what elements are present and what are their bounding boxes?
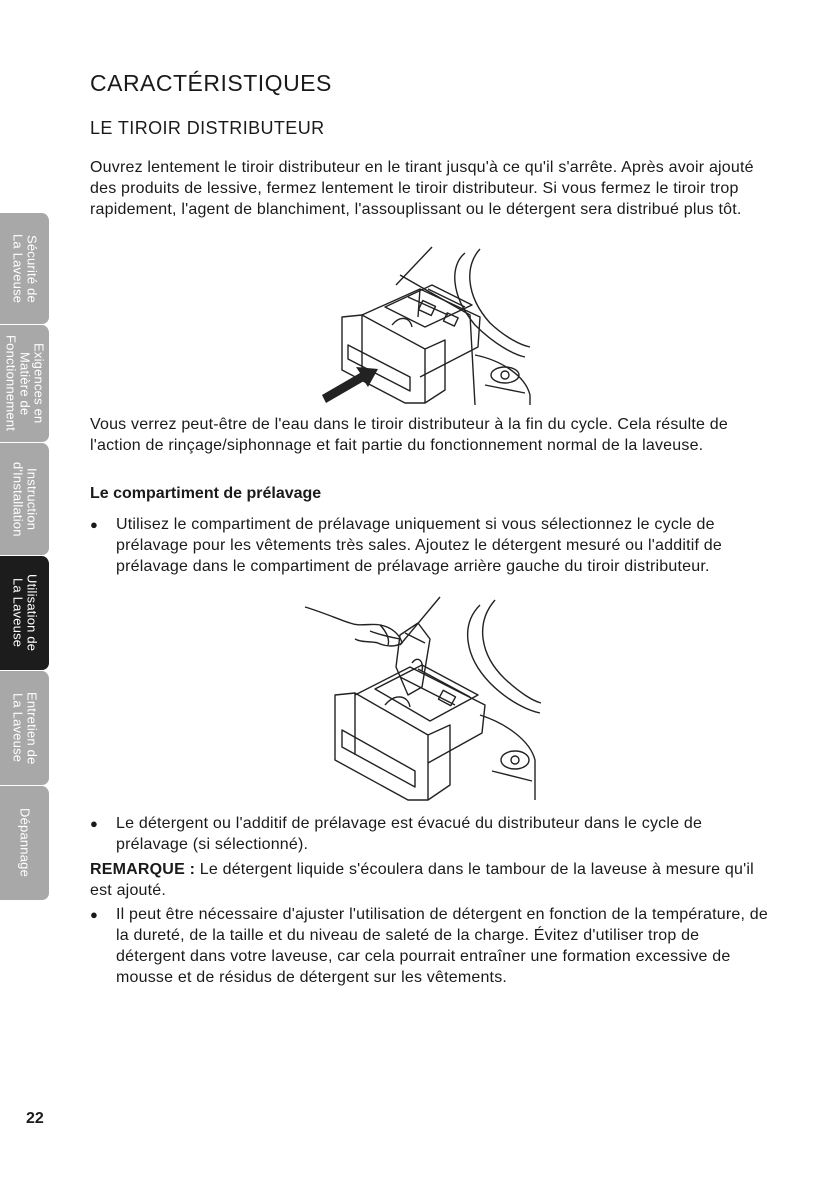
tab-label: Dépannage — [17, 808, 33, 878]
section-title: LE TIROIR DISTRIBUTEUR — [90, 118, 325, 138]
list-item — [90, 813, 770, 855]
tab-label: Entretien de La Laveuse — [10, 691, 40, 765]
tab-installation[interactable] — [0, 443, 50, 556]
dispenser-drawer-figure — [300, 245, 540, 410]
tab-label: Exigences en Matière de Fonctionnement — [3, 335, 47, 432]
note-label: REMARQUE : — [90, 861, 196, 878]
list-item-text: Le détergent ou l'additif de prélavage est évacué du distributeur dans le cycle de prélavage (si sélectionné). — [116, 815, 703, 853]
bullet-marker: ● — [90, 816, 99, 831]
tab-securite[interactable] — [0, 213, 50, 325]
tab-label: Sécurité de La Laveuse — [10, 233, 40, 304]
tab-depannage[interactable] — [0, 786, 50, 901]
after-figure-paragraph: Vous verrez peut-être de l'eau dans le tiroir distributeur à la fin du cycle. Cela résulte de l'action de rinçage/siphonnage et fait partie du fonctionnement normal de la laveuse. — [90, 416, 728, 454]
note-remark — [90, 859, 770, 901]
bullet-marker: ● — [90, 907, 99, 922]
intro-paragraph: Ouvrez lentement le tiroir distributeur en le tirant jusqu'à ce qu'il s'arrête. Après avoir ajouté des produits de lessive, fermez lentement le tiroir distributeur. Si vous fermez le tiroir trop rapidement, l'agent de blanchiment, l'assouplissant ou le détergent sera distribué plus tôt. — [90, 159, 754, 218]
tab-utilisation[interactable] — [0, 556, 50, 671]
tab-entretien[interactable] — [0, 671, 50, 786]
bullet-marker: ● — [90, 517, 99, 532]
tab-label: Instruction d'Installation — [10, 461, 40, 537]
prewash-compartment-figure — [300, 595, 545, 810]
tab-exigences[interactable] — [0, 325, 50, 443]
tab-label: Utilisation de La Laveuse — [10, 574, 40, 652]
page-title: CARACTÉRISTIQUES — [90, 70, 332, 96]
list-item-text: Utilisez le compartiment de prélavage uniquement si vous sélectionnez le cycle de prélavage pour les vêtements très sales. Ajoutez le détergent mesuré ou l'additif de prélavage dans le compartiment de prélavage arrière gauche du tiroir distributeur. — [116, 516, 722, 575]
note-text: Le détergent liquide s'écoulera dans le tambour de la laveuse à mesure qu'il est ajouté. — [90, 861, 754, 899]
list-item — [90, 514, 770, 577]
prewash-subheading: Le compartiment de prélavage — [90, 485, 322, 502]
page-number: 22 — [26, 1110, 44, 1127]
list-item — [90, 904, 770, 988]
list-item-text: Il peut être nécessaire d'ajuster l'utilisation de détergent en fonction de la température, de la dureté, de la taille et du niveau de saleté de la charge. Évitez d'utiliser trop de détergent dans votre laveuse, car cela pourrait entraîner une formation excessive de mousse et de résidus de détergent sur les vêtements. — [116, 906, 768, 986]
